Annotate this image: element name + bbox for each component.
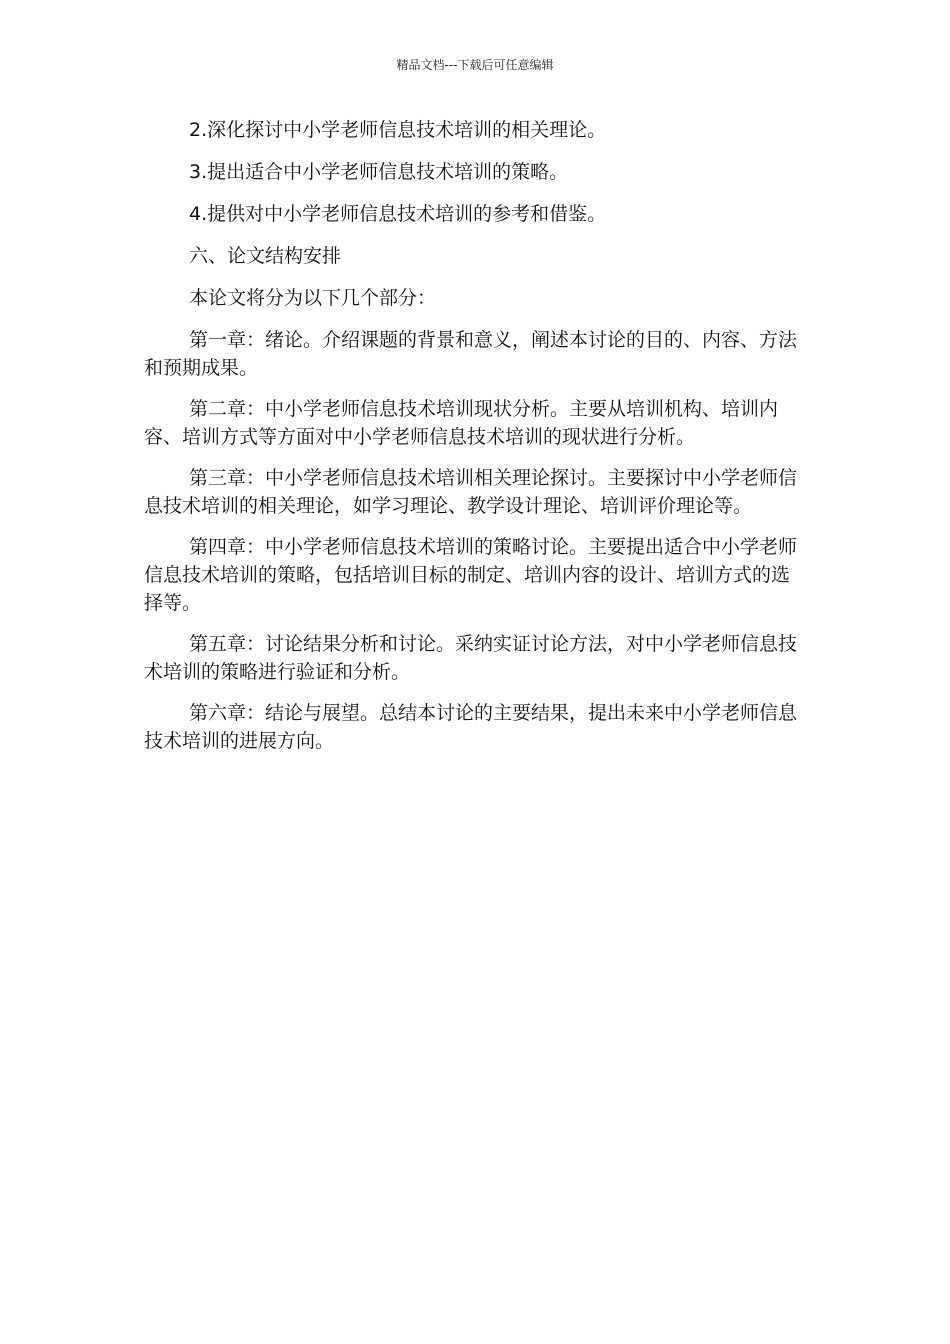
chapter-2-paragraph: 第二章：中小学老师信息技术培训现状分析。主要从培训机构、培训内容、培训方式等方面对中小学老师信息技术培训的现状进行分析。 <box>144 398 779 448</box>
section-heading: 六、论文结构安排 <box>189 245 342 267</box>
document-body <box>144 116 804 768</box>
goal-item-3: 3.提出适合中小学老师信息技术培训的策略。 <box>189 161 569 183</box>
chapter-5-paragraph: 第五章：讨论结果分析和讨论。采纳实证讨论方法，对中小学老师信息技术培训的策略进行验证和分析。 <box>144 633 798 683</box>
chapter-4-paragraph: 第四章：中小学老师信息技术培训的策略讨论。主要提出适合中小学老师信息技术培训的策略，包括培训目标的制定、培训内容的设计、培训方式的选择等。 <box>144 536 798 614</box>
goal-item-4: 4.提供对中小学老师信息技术培训的参考和借鉴。 <box>189 203 607 225</box>
structure-intro: 本论文将分为以下几个部分： <box>189 287 437 309</box>
goal-item-2: 2.深化探讨中小学老师信息技术培训的相关理论。 <box>189 119 607 141</box>
chapter-3-paragraph: 第三章：中小学老师信息技术培训相关理论探讨。主要探讨中小学老师信息技术培训的相关理论，如学习理论、教学设计理论、培训评价理论等。 <box>144 467 798 517</box>
chapter-6-paragraph: 第六章：结论与展望。总结本讨论的主要结果，提出未来中小学老师信息技术培训的进展方向。 <box>144 702 798 752</box>
chapter-1-paragraph: 第一章：绪论。介绍课题的背景和意义，阐述本讨论的目的、内容、方法和预期成果。 <box>144 329 798 379</box>
page-header: 精品文档---下载后可任意编辑 <box>396 58 554 72</box>
